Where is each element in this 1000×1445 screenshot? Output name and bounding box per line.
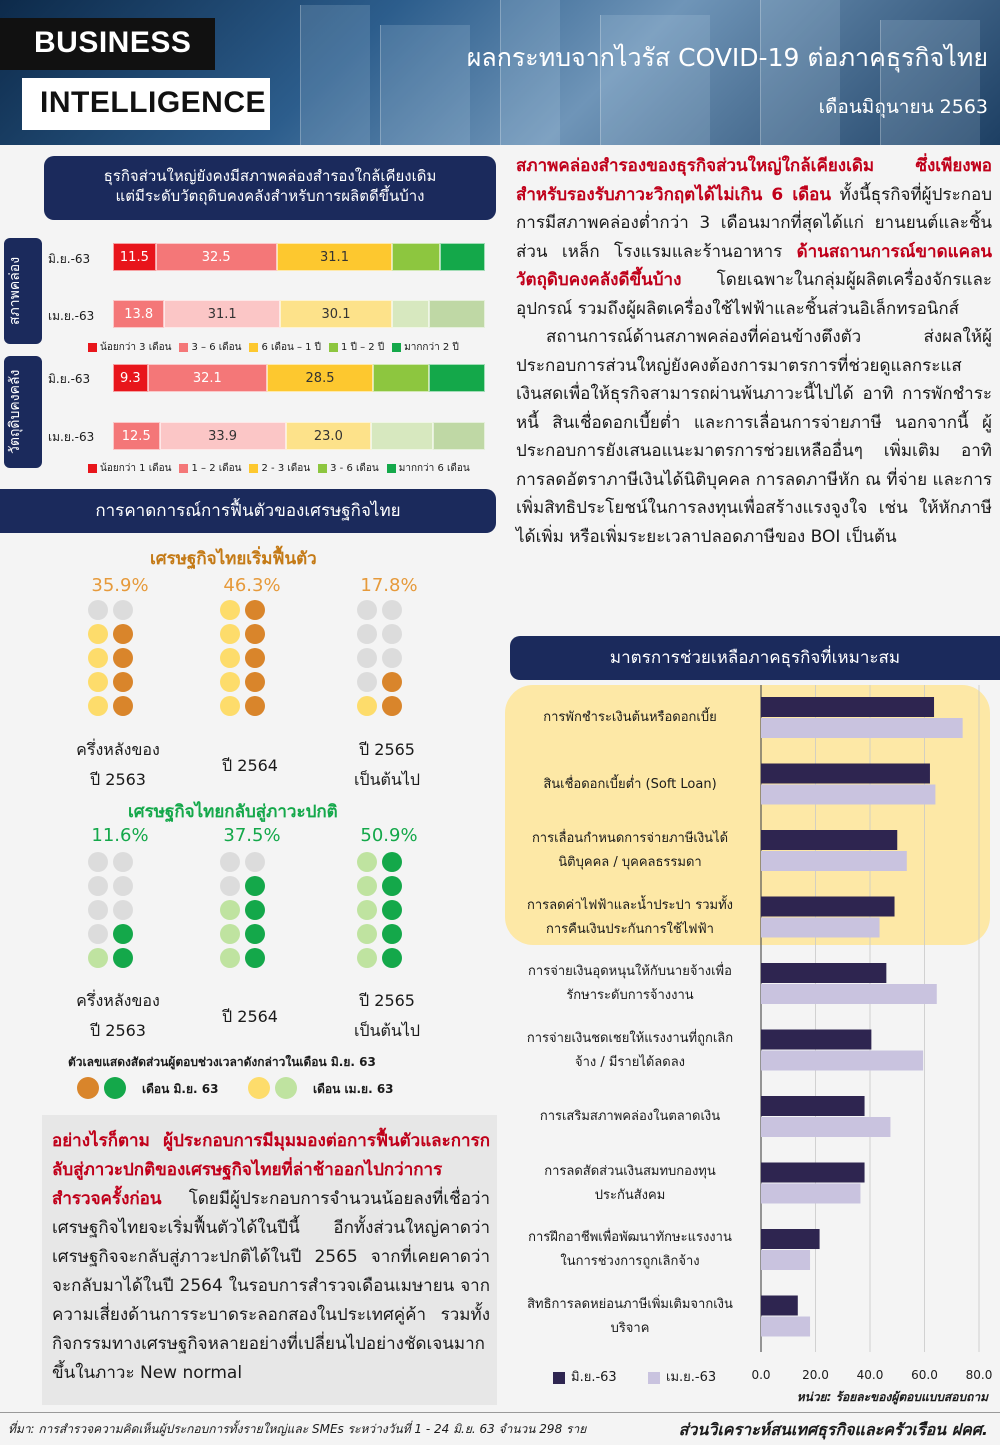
measure-category-label: การจ่ายเงินอุดหนุนให้กับนายจ้างเพื่อ รักษาระดับการจ้างงาน <box>528 964 732 1003</box>
inv-row-label-may: เม.ย.-63 <box>48 430 95 444</box>
x-tick-label: 60.0 <box>911 1368 938 1382</box>
analysis-p1-end: โดยเฉพาะในกลุ่มผู้ผลิตเครื่องจักรและอุปกรณ์ รวมถึงผู้ผลิตเครื่องใช้ไฟฟ้าและชิ้นส่วนอิเล็กทรอนิกส์ <box>516 270 992 319</box>
measures-unit: หน่วย: ร้อยละของผู้ตอบแบบสอบถาม <box>796 1390 988 1404</box>
bar-jun <box>761 963 886 983</box>
liquidity-heading-l2: แต่มีระดับวัตถุดิบคงคลังสำหรับการผลิตดีขึ้นบ้าง <box>115 187 425 205</box>
liq-row-label-may: เม.ย.-63 <box>48 309 95 323</box>
liq-row-label-jun: มิ.ย.-63 <box>48 252 91 266</box>
recovery-normal-title: เศรษฐกิจไทยกลับสู่ภาวะปกติ <box>128 802 338 822</box>
x-tick-label: 80.0 <box>965 1368 993 1382</box>
bar-may <box>761 1250 810 1270</box>
stack-segment: 9.3 <box>113 364 148 392</box>
recovery-note: ตัวเลขแสดงสัดส่วนผู้ตอบช่วงเวลาดังกล่าวในเดือน มิ.ย. 63 <box>68 1055 376 1069</box>
recovery-period: ปี 2565 เป็นต้นไป <box>353 991 421 1040</box>
bar-jun <box>761 830 897 850</box>
recovery-period: ครึ่งหลังของ ปี 2563 <box>76 740 160 789</box>
stack-segment: 23.0 <box>286 422 372 450</box>
page-title: ผลกระทบจากไวรัส COVID-19 ต่อภาคธุรกิจไทย <box>466 43 988 72</box>
bar-may <box>761 918 880 938</box>
brand-line2: INTELLIGENCE <box>40 86 267 119</box>
stack-segment: 11.5 <box>113 243 156 271</box>
recovery-start-title: เศรษฐกิจไทยเริ่มฟื้นตัว <box>150 549 317 569</box>
measures-legend-jun <box>553 1366 617 1387</box>
legend-jun-text: มิ.ย.-63 <box>571 1370 617 1385</box>
measure-category-label: การเสริมสภาพคล่องในตลาดเงิน <box>539 1109 721 1124</box>
summary-red-text: อย่างไรก็ตาม ผู้ประกอบการมีมุมมองต่อการฟื้นตัวและการกลับสู่ภาวะปกติของเศรษฐกิจไทยที่ล่าช้าออกไปกว่าการสำรวจครั้งก่อน <box>52 1131 490 1209</box>
measure-category-label: การลดสัดส่วนเงินสมทบกองทุน ประกันสังคม <box>544 1163 716 1203</box>
stack-segment: 30.1 <box>280 300 392 328</box>
legend-may-text: เม.ย.-63 <box>666 1370 717 1385</box>
analysis-p1-red2: ด้านสถานการณ์ขาดแคลนวัตถุดิบคงคลังดีขึ้นบ้าง <box>516 241 992 290</box>
recovery-pct: 46.3% <box>223 575 281 596</box>
recovery-pct: 35.9% <box>91 575 149 596</box>
recovery-heading: การคาดการณ์การฟื้นตัวของเศรษฐกิจไทย <box>0 489 496 533</box>
inv-row-label-jun: มิ.ย.-63 <box>48 372 91 386</box>
stack-segment: 31.1 <box>164 300 280 328</box>
bar-jun <box>761 764 930 784</box>
stack-segment: 32.5 <box>156 243 277 271</box>
recovery-pct: 17.8% <box>360 575 418 596</box>
footer-source: ที่มา: การสำรวจความคิดเห็นผู้ประกอบการทั้งรายใหญ่และ SMEs ระหว่างวันที่ 1 - 24 มิ.ย. 63 จำนวน 298 ราย <box>8 1422 587 1436</box>
x-tick-label: 0.0 <box>751 1368 771 1382</box>
bar-jun <box>761 897 895 917</box>
legend-item: น้อยกว่า 3 เดือน <box>88 340 171 355</box>
stack-segment: 12.5 <box>113 422 160 450</box>
bar-may <box>761 851 907 871</box>
footer-org: ส่วนวิเคราะห์สนเทศธุรกิจและครัวเรือน ฝคศ. <box>678 1420 988 1439</box>
bar-jun <box>761 1296 798 1316</box>
measure-category-label: การลดค่าไฟฟ้าและน้ำประปา รวมทั้ง การคืนเงินประกันการใช้ไฟฟ้า <box>527 897 733 937</box>
measure-category-label: การจ่ายเงินชดเชยให้แรงงานที่ถูกเลิก จ้าง / มีรายได้ลดลง <box>526 1030 734 1070</box>
bar-may <box>761 984 937 1004</box>
recovery-pct: 50.9% <box>360 825 418 846</box>
bar-jun <box>761 1229 820 1249</box>
measure-category-label: การฝึกอาชีพเพื่อพัฒนาทักษะแรงงาน ในการช่วงการถูกเลิกจ้าง <box>528 1230 732 1269</box>
stack-segment: 28.5 <box>267 364 373 392</box>
bar-may <box>761 1184 860 1204</box>
bar-may <box>761 1051 923 1071</box>
analysis-p1-mid: ทั้งนี้ธุรกิจที่ผู้ประกอบการมีสภาพคล่องต่ำกว่า 3 เดือนมากที่สุดได้แก่ ยานยนต์และชิ้นส่วน เหล็ก โรงแรมและร้านอาหาร <box>516 184 992 262</box>
x-tick-label: 20.0 <box>802 1368 829 1382</box>
inventory-block-label: วัตถุดิบคงคลัง <box>4 356 42 468</box>
bar-jun <box>761 697 934 717</box>
measures-heading: มาตรการช่วยเหลือภาคธุรกิจที่เหมาะสม <box>510 636 1000 680</box>
bar-may <box>761 1117 890 1137</box>
analysis-p2: สถานการณ์ด้านสภาพคล่องที่ค่อนข้างตึงตัว ส่งผลให้ผู้ประกอบการส่วนใหญ่ยังคงต้องการมาตรการที่ช่วยดูแลกระแสเงินสดเพื่อให้ธุรกิจสามารถผ่านพ้นภาวะนี้ไปได้ อาทิ การพักชำระหนี้ สินเชื่อดอกเบี้ยต่ำ และการเลื่อนการจ่ายภาษี นอกจากนี้ ผู้ประกอบการยังเสนอแนะมาตรการช่วยเหลืออื่นๆ เพิ่มเติม อาทิ การลดอัตราภาษีเงินได้นิติบุคคล การลดภาษีหัก ณ ที่จ่าย และการเพิ่มสิทธิประโยชน์ในการลงทุนเพื่อสร้างแรงจูงใจ เช่น ให้หักภาษีได้เพิ่ม หรือเพิ่มระยะเวลาปลอดภาษีของ BOI เป็นต้น <box>516 327 992 547</box>
bar-may <box>761 1317 810 1337</box>
legend-may-label: เดือน เม.ย. 63 <box>313 1082 394 1096</box>
bar-jun <box>761 1096 865 1116</box>
stack-segment: 13.8 <box>113 300 164 328</box>
stack-segment: 32.1 <box>148 364 267 392</box>
bar-may <box>761 718 963 738</box>
recovery-period: ปี 2564 <box>222 756 278 775</box>
legend-swatch-jun <box>553 1372 565 1384</box>
bar-jun <box>761 1030 871 1050</box>
legend-item: 3 - 6 เดือน <box>318 461 379 476</box>
recovery-period: ปี 2565 เป็นต้นไป <box>353 740 421 789</box>
legend-item: 6 เดือน – 1 ปี <box>249 340 321 355</box>
measure-category-label: สิทธิการลดหย่อนภาษีเพิ่มเติมจากเงิน บริจาค <box>527 1296 733 1336</box>
page-subtitle: เดือนมิถุนายน 2563 <box>818 96 988 118</box>
stack-segment: 33.9 <box>160 422 286 450</box>
legend-item: 3 – 6 เดือน <box>179 340 241 355</box>
measure-category-label: การพักชำระเงินต้นหรือดอกเบี้ย <box>543 710 717 725</box>
measures-legend-may <box>648 1366 716 1387</box>
recovery-pct: 37.5% <box>223 825 281 846</box>
legend-jun-label: เดือน มิ.ย. 63 <box>142 1082 219 1096</box>
summary-rest-text: โดยมีผู้ประกอบการจำนวนน้อยลงที่เชื่อว่าเศรษฐกิจไทยจะเริ่มฟื้นตัวได้ในปีนี้ อีกทั้งส่วนใหญ่คาดว่าเศรษฐกิจจะกลับสู่ภาวะปกติได้ในปี 2565 จากที่เคยคาดว่าจะกลับมาได้ในปี 2564 ในรอบการสำรวจเดือนเมษายน จากความเสี่ยงด้านการระบาดระลอกสองในประเทศคู่ค้า รวมทั้งกิจกรรมทางเศรษฐกิจหลายอย่างที่เปลี่ยนไปอย่างชัดเจนมากขึ้นในภาวะ New normal <box>52 1189 490 1383</box>
legend-item: 1 ปี – 2 ปี <box>329 340 384 355</box>
legend-item: มากกว่า 6 เดือน <box>387 461 470 476</box>
stack-segment: 31.1 <box>277 243 393 271</box>
bar-may <box>761 785 935 805</box>
x-tick-label: 40.0 <box>856 1368 884 1382</box>
recovery-pct: 11.6% <box>91 825 149 846</box>
recovery-period: ปี 2564 <box>222 1007 278 1026</box>
brand-line1: BUSINESS <box>34 26 192 59</box>
legend-item: มากกว่า 2 ปี <box>392 340 459 355</box>
liquidity-heading-l1: ธุรกิจส่วนใหญ่ยังคงมีสภาพคล่องสำรองใกล้เคียงเดิม <box>103 167 437 185</box>
legend-item: น้อยกว่า 1 เดือน <box>88 461 171 476</box>
recovery-period: ครึ่งหลังของ ปี 2563 <box>76 991 160 1040</box>
liquidity-block-label: สภาพคล่อง <box>4 238 42 344</box>
measure-category-label: สินเชื่อดอกเบี้ยต่ำ (Soft Loan) <box>543 776 717 792</box>
legend-item: 1 – 2 เดือน <box>179 461 241 476</box>
legend-swatch-may <box>648 1372 660 1384</box>
legend-item: 2 - 3 เดือน <box>249 461 310 476</box>
analysis-p1-red1: สภาพคล่องสำรองของธุรกิจส่วนใหญ่ใกล้เคียงเดิม ซึ่งเพียงพอสำหรับรองรับภาวะวิกฤตได้ไม่เกิน 6 เดือน <box>516 156 992 205</box>
measure-category-label: การเลื่อนกำหนดการจ่ายภาษีเงินได้ นิติบุคคล / บุคคลธรรมดา <box>531 831 729 870</box>
bar-jun <box>761 1163 865 1183</box>
